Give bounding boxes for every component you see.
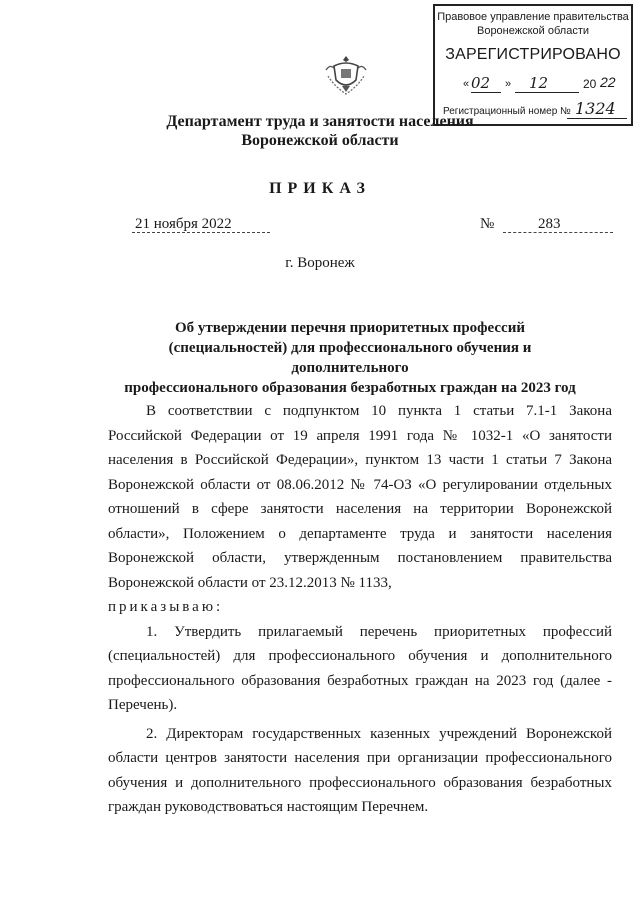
item-1-paragraph: 1. Утвердить прилагаемый перечень приоритетных профессий (специальностей) для профессионального обучения и дополнительного профессионального образования безработных граждан на 2023 год (далее - Перечень). xyxy=(108,623,612,713)
department-line1: Департамент труда и занятости населения xyxy=(166,113,474,130)
coat-of-arms-emblem xyxy=(322,52,370,100)
order-number: 283 xyxy=(538,216,561,232)
stamp-day: 02 xyxy=(471,74,491,92)
stamp-month-underline xyxy=(515,92,579,93)
city: г. Воронеж xyxy=(285,255,355,271)
stamp-day-underline xyxy=(471,92,501,93)
order-number-sign: № xyxy=(480,216,495,232)
stamp-date: « 02 » 12 20 22 xyxy=(463,74,616,92)
order-date: 21 ноября 2022 xyxy=(135,216,232,232)
stamp-year-prefix: 20 xyxy=(583,77,597,91)
subject-line3: профессионального образования безработных граждан на 2023 год xyxy=(124,380,576,396)
order-date-underline xyxy=(132,232,270,233)
subject-line2: (специальностей) для профессионального обучения и дополнительного xyxy=(168,340,532,376)
stamp-number: 1324 xyxy=(575,99,616,118)
order-body xyxy=(108,399,612,820)
registration-stamp xyxy=(433,4,633,126)
order-number-underline xyxy=(503,232,613,233)
order-word: приказываю: xyxy=(108,599,224,615)
stamp-month: 12 xyxy=(529,74,549,92)
stamp-authority-line2: Воронежской области xyxy=(476,25,589,37)
document-type: ПРИКАЗ xyxy=(269,180,371,197)
department-header xyxy=(0,112,640,150)
stamp-number-label: Регистрационный номер № xyxy=(443,106,571,117)
department-line2: Воронежской области xyxy=(241,132,399,149)
item-2-paragraph: 2. Директорам государственных казенных учреждений Воронежской области центров занятости населения при организации профессионального обучения и дополнительного профессионального образования безработных граждан руководствоваться настоящим Перечнем. xyxy=(108,725,612,815)
stamp-registered-label: ЗАРЕГИСТРИРОВАНО xyxy=(445,46,621,63)
preamble-paragraph: В соответствии с подпунктом 10 пункта 1 статьи 7.1-1 Закона Российской Федерации от 19 апреля 1991 года № 1032-1 «О занятости населения в Российской Федерации», пунктом 13 части 1 статьи 7 Закона Воронежской области от 08.06.2012 № 74-ОЗ «О регулировании отдельных отношений в сфере занятости населения на территории Воронежской области», Положением о департаменте труда и занятости населения Воронежской области, утвержденным постановлением правительства Воронежской области от 23.12.2013 № 1133, xyxy=(108,403,612,591)
order-subject xyxy=(110,318,590,398)
stamp-authority-line1: Правовое управление правительства xyxy=(437,11,629,23)
subject-line1: Об утверждении перечня приоритетных профессий xyxy=(175,320,525,336)
stamp-year-suffix: 22 xyxy=(600,74,616,90)
